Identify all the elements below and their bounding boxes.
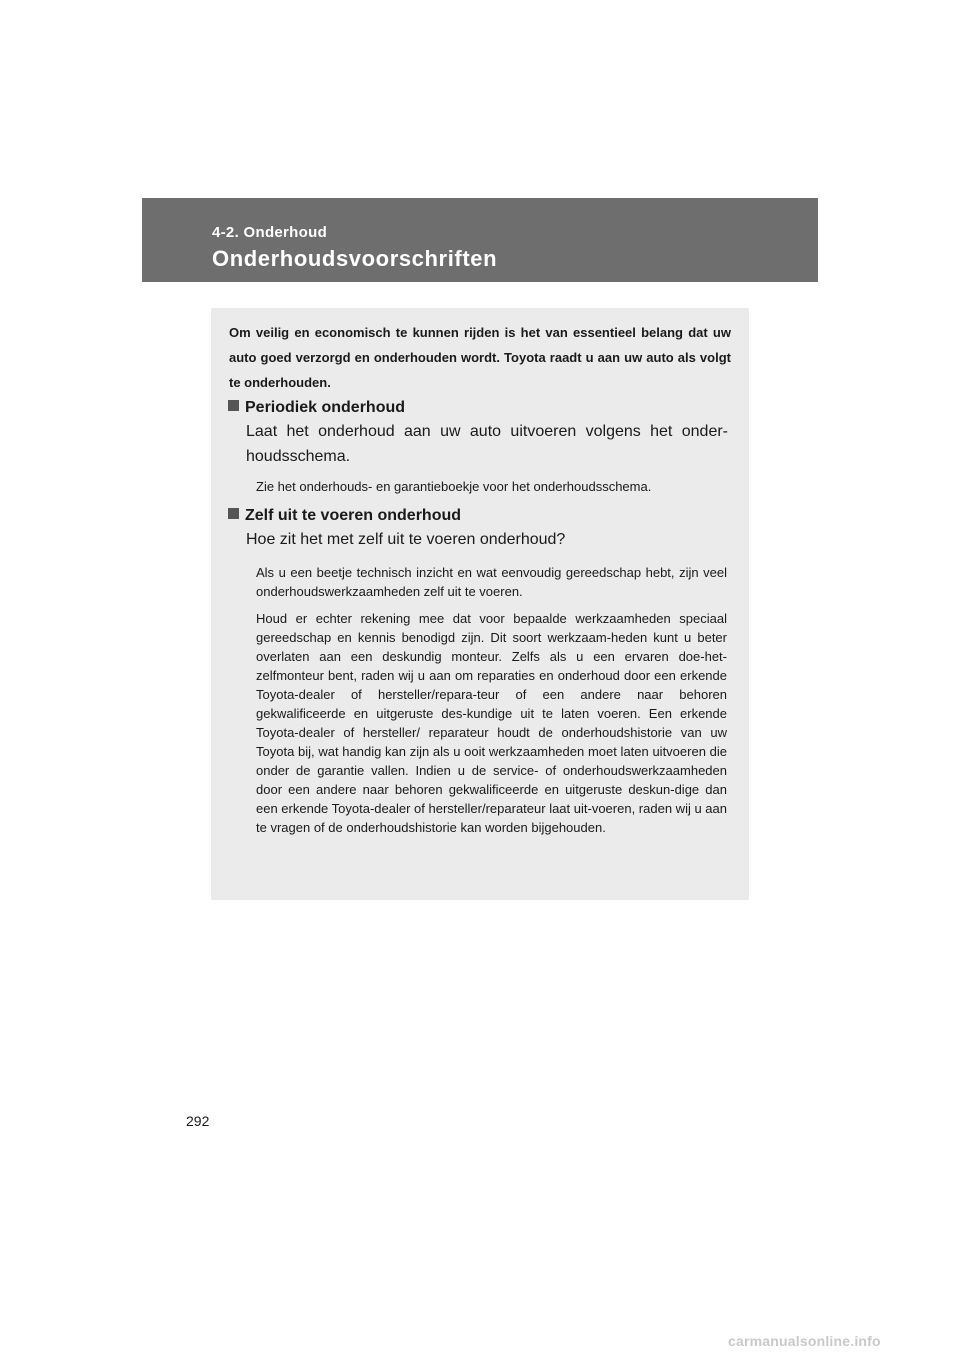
section-heading-zelf xyxy=(228,506,461,526)
square-bullet-icon xyxy=(228,508,239,519)
section-note: Als u een beetje technisch inzicht en wat eenvoudig gereedschap hebt, zijn veel onderhoudswerkzaamheden zelf uit te voeren. xyxy=(256,565,727,599)
section-header-band xyxy=(142,198,818,282)
section-heading-text: Zelf uit te voeren onderhoud xyxy=(245,507,462,524)
square-bullet-icon xyxy=(228,400,239,411)
content-box xyxy=(211,308,749,900)
section-lead-zelf: Hoe zit het met zelf uit te voeren onderhoud? xyxy=(246,531,566,548)
section-note: Houd er echter rekening mee dat voor bepaalde werkzaamheden speciaal gereedschap en kennis benodigd zijn. Dit soort werkzaam-heden kunt u beter overlaten aan een deskundig monteur. Zelfs als u een ervaren doe-het-zelfmonteur bent, raden wij u aan om reparaties en onderhoud door een erkende Toyota-dealer of hersteller/repara-teur of een andere naar behoren gekwalificeerde en uitgeruste des-kundige uit te laten voeren. Een erkende Toyota-dealer of hersteller/ reparateur houdt de onderhoudshistorie van uw Toyota bij, wat handig kan zijn als u ooit werkzaamheden moet laten uitvoeren die onder de garantie vallen. Indien u de service- of onderhoudswerkzaamheden door een andere naar behoren gekwalificeerde en uitgeruste deskun-dige dan een erkende Toyota-dealer of hersteller/reparateur laat uit-voeren, raden wij u aan te vragen of de onderhoudshistorie kan worden bijgehouden. xyxy=(256,611,727,835)
section-lead-periodiek: Laat het onderhoud aan uw auto uitvoeren volgens het onder-houdsschema. xyxy=(246,423,728,465)
intro-paragraph: Om veilig en economisch te kunnen rijden is het van essentieel belang dat uw auto goed verzorgd en onderhouden wordt. Toyota raadt u aan uw auto als volgt te onderhouden. xyxy=(229,325,731,390)
section-heading-periodiek xyxy=(228,398,405,418)
section-note: Zie het onderhouds- en garantieboekje voor het onderhoudsschema. xyxy=(256,479,652,494)
section-heading-text: Periodiek onderhoud xyxy=(245,399,406,416)
watermark-text: carmanualsonline.info xyxy=(728,1333,881,1349)
page-title: Onderhoudsvoorschriften xyxy=(212,246,498,271)
page-number: 292 xyxy=(186,1113,210,1129)
section-label: 4-2. Onderhoud xyxy=(212,224,328,241)
